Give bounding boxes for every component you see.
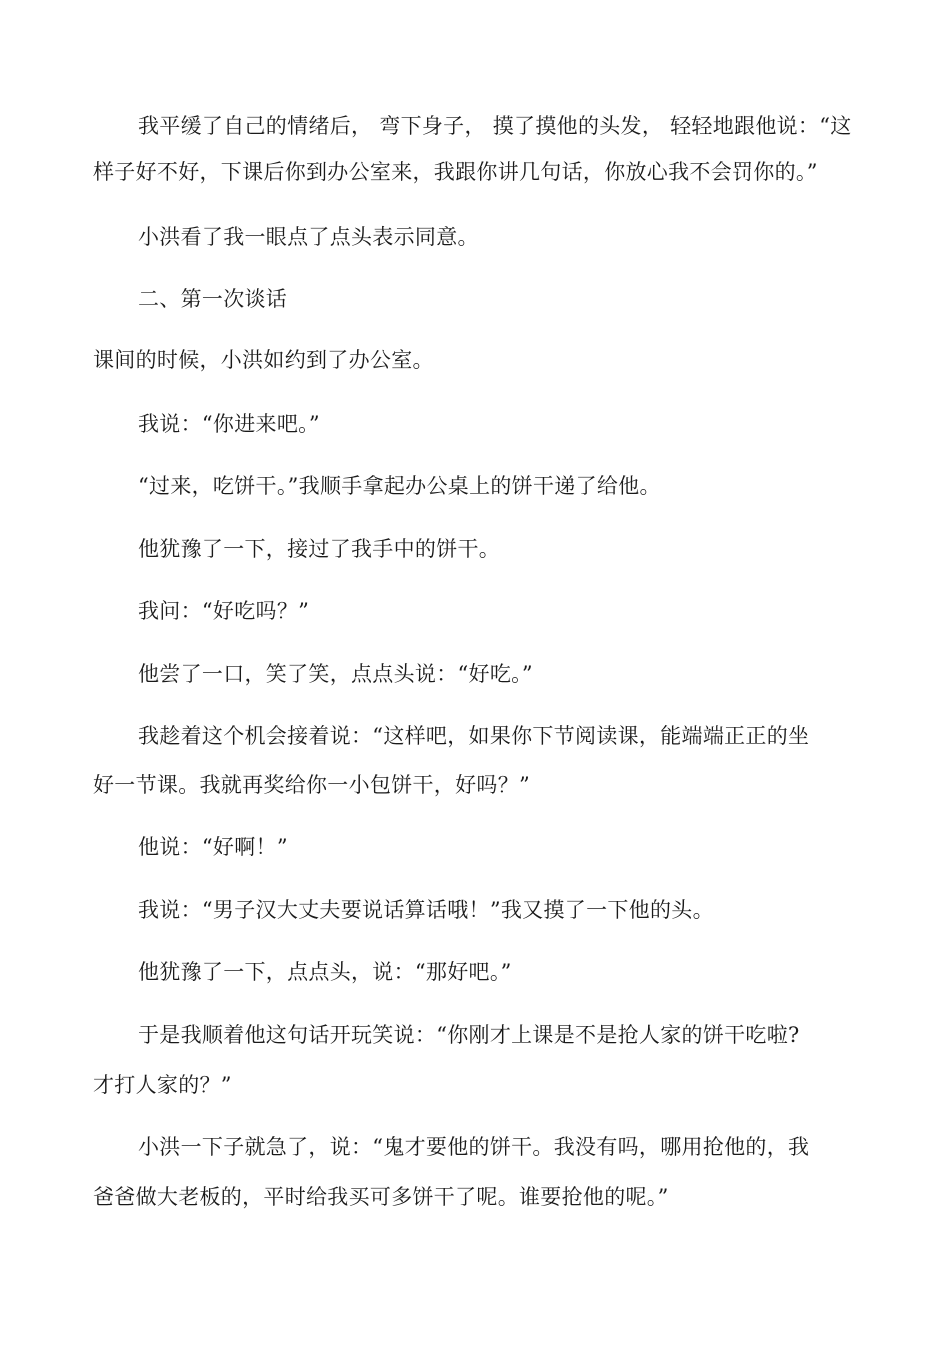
section-heading: 二、第一次谈话	[138, 287, 288, 311]
text-line: 他说：“好啊！”	[138, 835, 288, 859]
text-line: 课间的时候，小洪如约到了办公室。	[93, 348, 434, 372]
text-line: 样子好不好，下课后你到办公室来，我跟你讲几句话，你放心我不会罚你的。”	[93, 160, 818, 184]
text-line: 才打人家的？”	[93, 1073, 232, 1097]
text-line: 于是我顺着他这句话开玩笑说：“你刚才上课是不是抢人家的饼干吃啦?	[138, 1023, 800, 1047]
text-line: 我平缓了自己的情绪后， 弯下身子， 摸了摸他的头发， 轻轻地跟他说：“这	[138, 114, 852, 138]
text-line: 我趁着这个机会接着说：“这样吧，如果你下节阅读课，能端端正正的坐	[138, 724, 810, 748]
text-line: 小洪一下子就急了，说：“鬼才要他的饼干。我没有吗，哪用抢他的，我	[138, 1135, 810, 1159]
text-line: 他尝了一口，笑了笑，点点头说：“好吃。”	[138, 662, 533, 686]
text-line: 小洪看了我一眼点了点头表示同意。	[138, 225, 479, 249]
text-line: “过来，吃饼干。”我顺手拿起办公桌上的饼干递了给他。	[138, 474, 661, 498]
text-line: 我问：“好吃吗？”	[138, 599, 310, 623]
text-line: 我说：“男子汉大丈夫要说话算话哦！”我又摸了一下他的头。	[138, 898, 714, 922]
text-line: 爸爸做大老板的，平时给我买可多饼干了呢。谁要抢他的呢。”	[93, 1185, 669, 1209]
text-line: 我说：“你进来吧。”	[138, 412, 320, 436]
text-line: 他犹豫了一下，接过了我手中的饼干。	[138, 537, 501, 561]
text-line: 好一节课。我就再奖给你一小包饼干，好吗？”	[93, 773, 531, 797]
text-line: 他犹豫了一下，点点头，说：“那好吧。”	[138, 960, 512, 984]
